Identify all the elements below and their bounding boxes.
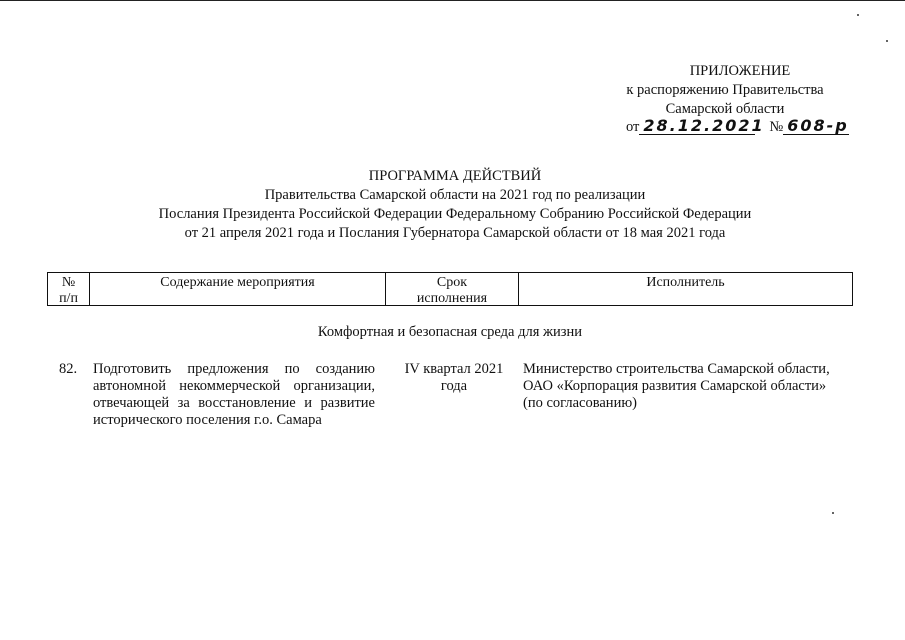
appendix-title: ПРИЛОЖЕНИЕ	[689, 63, 791, 79]
heading-line-1: Правительства Самарской области на 2021 год по реализации	[264, 187, 646, 203]
row-term: IV квартал 2021 года	[404, 361, 504, 394]
column-header-line: Срок	[436, 275, 468, 290]
column-header-term	[386, 273, 519, 305]
appendix-date-line	[626, 118, 849, 136]
row-number: 82.	[59, 361, 78, 377]
scan-top-border	[0, 0, 905, 1]
number-prefix: №	[769, 119, 784, 135]
scan-speck	[857, 14, 859, 16]
executor-line: Министерство строительства Самарской области,	[523, 361, 830, 377]
appendix-line-2: Самарской области	[665, 101, 785, 117]
column-header-line: п/п	[59, 291, 78, 306]
column-header-line: Содержание мероприятия	[160, 275, 315, 290]
column-header-line: №	[61, 275, 76, 290]
appendix-line-1: к распоряжению Правительства	[626, 82, 824, 98]
handwritten-date: 28.12.2021	[639, 118, 755, 135]
heading-line-2: Послания Президента Российской Федерации Федеральному Собранию Российской Федерации	[158, 206, 752, 222]
handwritten-number: 608-р	[783, 118, 849, 135]
executor-line: ОАО «Корпорация развития Самарской области»	[523, 378, 827, 394]
executor-line: (по согласованию)	[523, 395, 637, 411]
heading-title: ПРОГРАММА ДЕЙСТВИЙ	[368, 168, 542, 184]
column-header-number	[48, 273, 90, 305]
column-header-executor	[519, 273, 852, 305]
column-header-content	[90, 273, 386, 305]
scan-speck	[832, 512, 834, 514]
table-header	[47, 272, 853, 306]
row-content: Подготовить предложения по созданию автономной некоммерческой организации, отвечающей за восстановление и развитие исторического поселения г.о. Самара	[93, 361, 375, 428]
document-heading	[100, 167, 810, 243]
section-title: Комфортная и безопасная среда для жизни	[317, 324, 583, 340]
column-header-line: исполнения	[416, 291, 488, 306]
appendix-block	[600, 62, 850, 119]
row-executor	[523, 361, 853, 412]
date-prefix: от	[626, 119, 640, 135]
heading-line-3: от 21 апреля 2021 года и Послания Губернатора Самарской области от 18 мая 2021 года	[184, 225, 726, 241]
column-header-line: Исполнитель	[646, 275, 725, 290]
scan-speck	[886, 40, 888, 42]
